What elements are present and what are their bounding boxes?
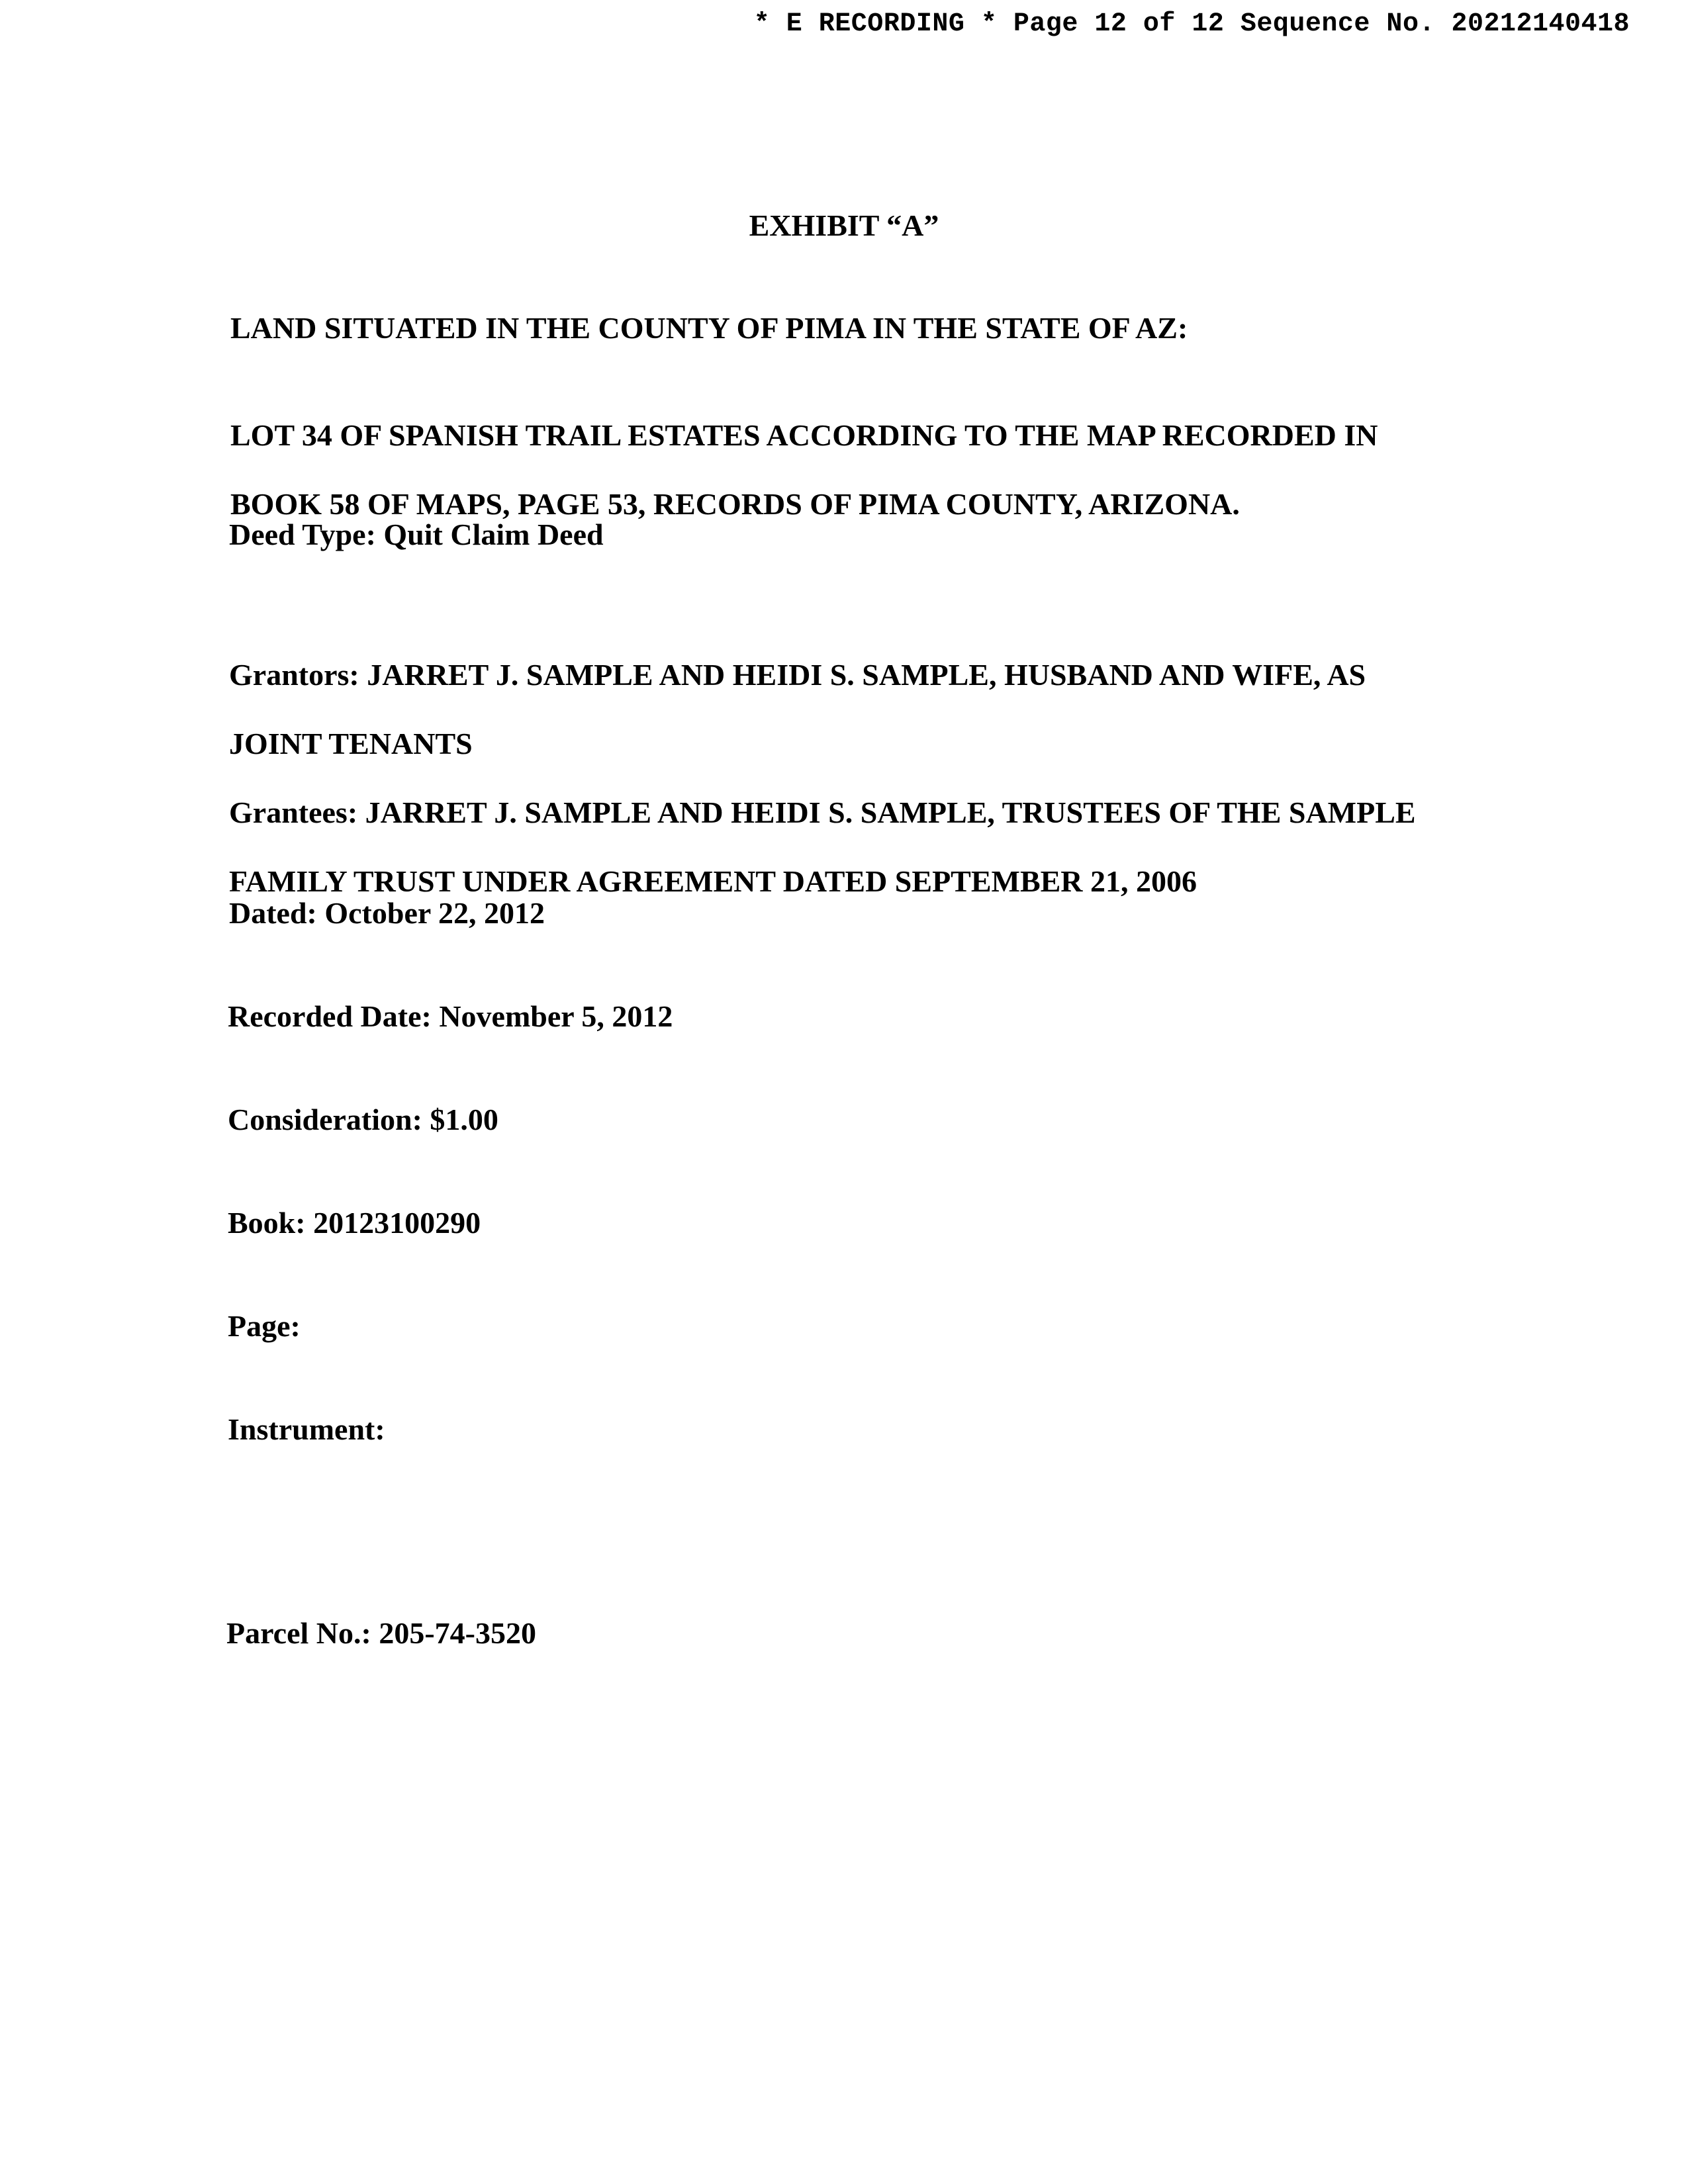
land-situated-line: LAND SITUATED IN THE COUNTY OF PIMA IN THE STATE OF AZ: (230, 311, 1188, 345)
exhibit-title: EXHIBIT “A” (749, 208, 939, 242)
book: Book: 20123100290 (228, 1206, 481, 1240)
consideration: Consideration: $1.00 (228, 1103, 498, 1136)
grantees-line-2: FAMILY TRUST UNDER AGREEMENT DATED SEPTEMBER 21, 2006 (229, 864, 1197, 898)
instrument: Instrument: (228, 1412, 385, 1446)
grantors-line-2: JOINT TENANTS (229, 727, 473, 760)
dated: Dated: October 22, 2012 (229, 896, 545, 930)
page-number-field: Page: (228, 1309, 301, 1343)
legal-description-line-1: LOT 34 OF SPANISH TRAIL ESTATES ACCORDING TO THE MAP RECORDED IN (230, 418, 1378, 452)
recorded-date: Recorded Date: November 5, 2012 (228, 999, 673, 1033)
deed-type: Deed Type: Quit Claim Deed (229, 518, 604, 551)
parcel-number: Parcel No.: 205-74-3520 (226, 1616, 536, 1650)
recording-stamp: * E RECORDING * Page 12 of 12 Sequence No. 20212140418 (753, 9, 1630, 39)
legal-description-line-2: BOOK 58 OF MAPS, PAGE 53, RECORDS OF PIMA COUNTY, ARIZONA. (230, 487, 1240, 521)
grantees-line-1: Grantees: JARRET J. SAMPLE AND HEIDI S. SAMPLE, TRUSTEES OF THE SAMPLE (229, 796, 1416, 829)
grantors-line-1: Grantors: JARRET J. SAMPLE AND HEIDI S. SAMPLE, HUSBAND AND WIFE, AS (229, 658, 1366, 692)
